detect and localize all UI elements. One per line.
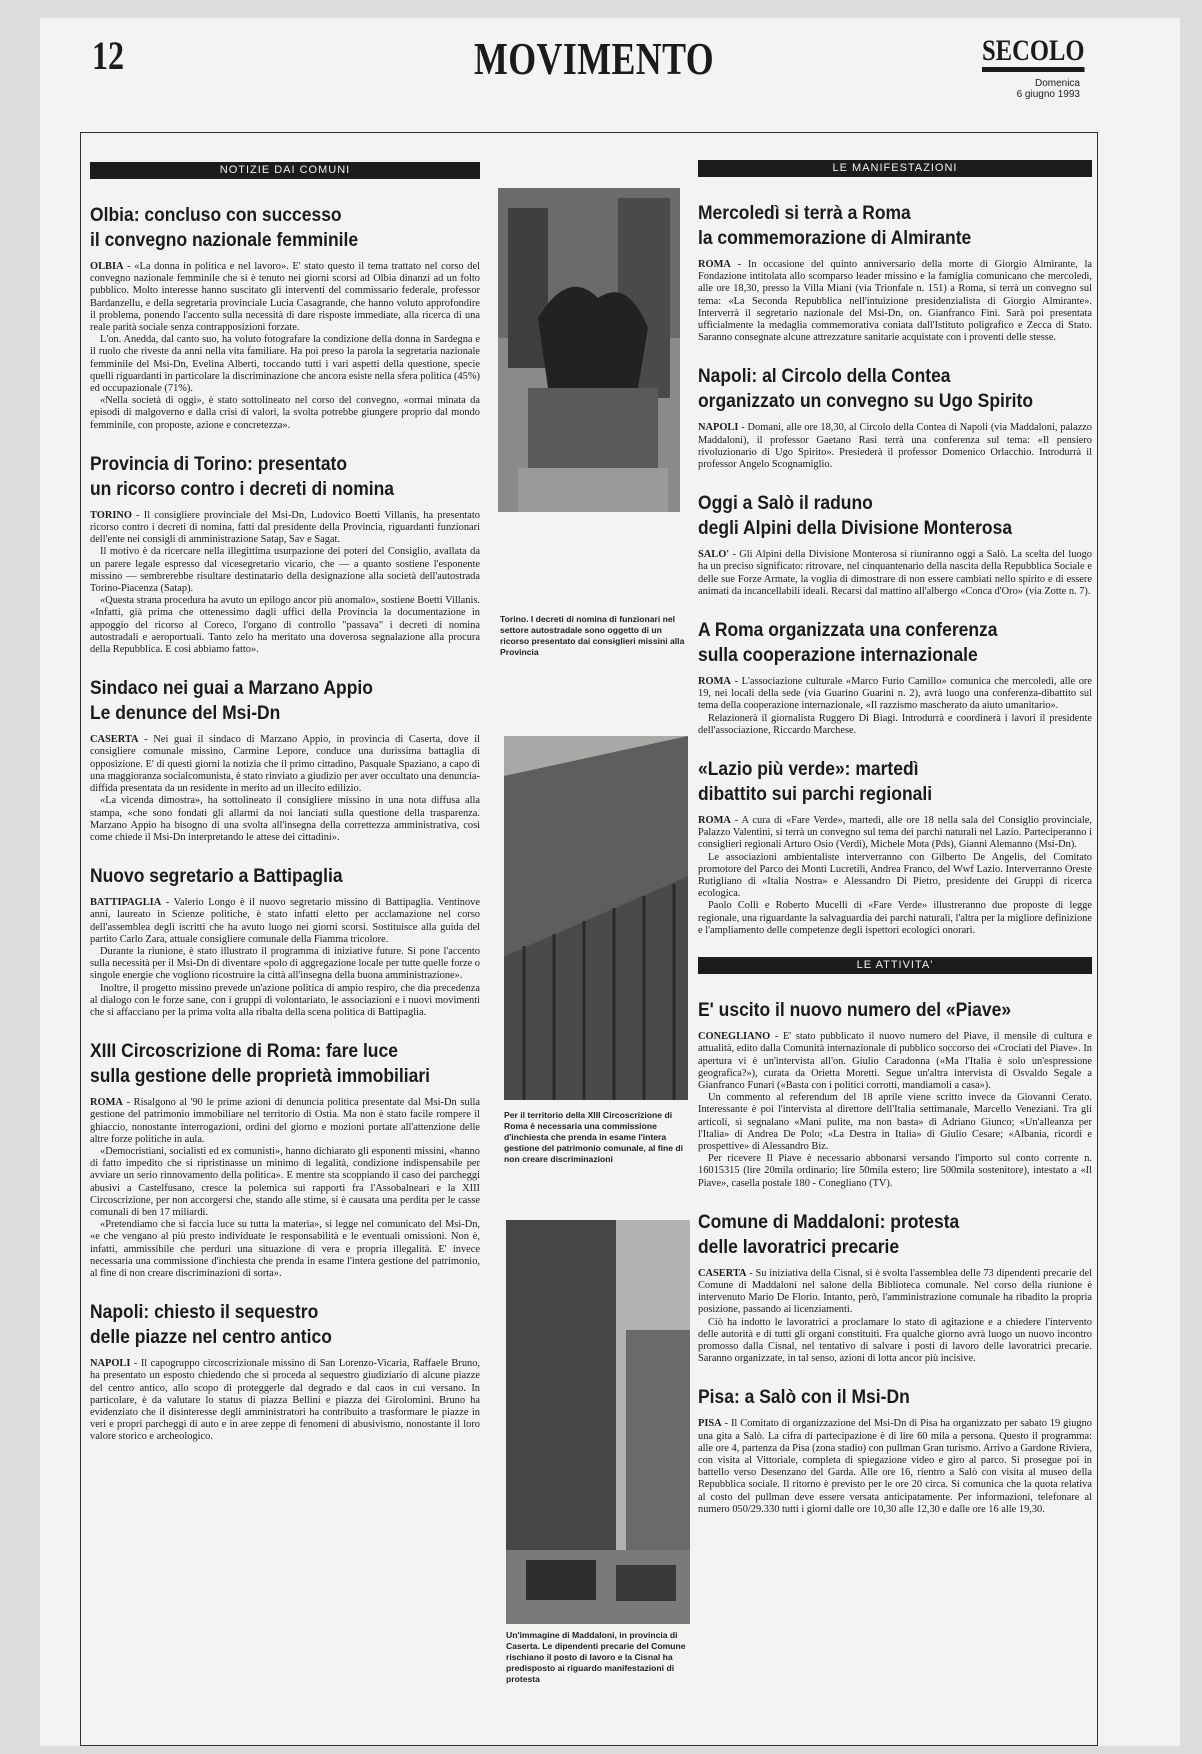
paragraph-text: - «La donna in politica e nel lavoro». E' stato questo il tema trattato nel corso del convegno nazionale femminile che si è tenuto nei giorni scorsi ad Olbia dinanzi ad un folto pubblico. Molto interesse hanno suscitato gli interventi del commissario federale, professor Bardanzellu, e della segretaria provinciale Lucia Casagrande, che hanno voluto approfondire il problema, ponendo l'accento sulla necessità di dare risposte immediate, alla ricerca di una reale parità sociale senza contrapposizioni forzate. — [90, 261, 480, 334]
headline-line: «Lazio più verde»: martedì — [698, 759, 919, 781]
left-article-list — [90, 203, 480, 1444]
article-paragraph — [90, 897, 480, 946]
article-headline — [90, 1039, 477, 1089]
paragraph-text: - Su iniziativa della Cisnal, si è svolta l'assemblea delle 73 dipendenti precarie del Comune di Maddaloni nel salone della Biblioteca comunale. Nel corso della riunione è intervenuto Mario De Florio. Intanto, però, l'amministrazione comunale ha ribadito la propria posizione, passando ai licenziamenti. — [698, 1267, 1092, 1316]
headline-line: Sindaco nei guai a Marzano Appio — [90, 678, 373, 700]
article-paragraph: Un commento al referendum del 18 aprile viene scritto invece da Giovanni Cerato. Interessante è poi l'intervista al direttore dell'Italia settimanale, Marcello Veneziani. Tra gli articoli, si segnalano «Mani pulite, ma non basta» di Adriano Giunco; «Un'alleanza per l'Italia» di Andrea De Polo; «La Destra in Italia» di Giulio Cesare; «Albania, ricordi e prospettive» di Alessandro Biz. — [698, 1092, 1092, 1152]
article-paragraph — [698, 1418, 1092, 1516]
photo-roma-image — [504, 736, 688, 1100]
article-paragraph — [90, 1097, 480, 1146]
article-headline — [698, 1385, 1089, 1410]
dateline: NAPOLI — [698, 422, 739, 434]
article-headline — [90, 676, 477, 726]
headline-line: XIII Circoscrizione di Roma: fare luce — [90, 1041, 398, 1063]
article-headline — [90, 203, 477, 253]
article-paragraph — [90, 261, 480, 334]
article-headline — [698, 491, 1089, 541]
article — [90, 864, 480, 1019]
article-headline — [698, 364, 1089, 414]
dateline: CONEGLIANO — [698, 1031, 771, 1043]
paragraph-text: - Valerio Longo è il nuovo segretario missino di Battipaglia. Ventinove anni, laureato in Scienze politiche, è stato infatti eletto per acclamazione nel corso dell'assemblea degli iscritti che ha avuto luogo nei giorni scorsi. Sostituisce alla guida del partito Carlo Zara, attuale consigliere comunale della Fiamma tricolore. — [90, 897, 480, 945]
article-paragraph — [698, 815, 1092, 852]
article — [90, 1039, 480, 1280]
article-headline — [698, 998, 1089, 1023]
right-article-list-1 — [698, 201, 1092, 937]
article — [90, 452, 480, 656]
article-paragraph — [698, 549, 1092, 598]
article — [698, 491, 1092, 598]
article-headline — [698, 1210, 1089, 1260]
section-bar-attivita: LE ATTIVITA' — [698, 957, 1092, 974]
article — [698, 618, 1092, 737]
article — [90, 203, 480, 432]
issue-date-text: 6 giugno 1993 — [1016, 89, 1080, 100]
article-paragraph — [90, 734, 480, 795]
article-paragraph: «La vicenda dimostra», ha sottolineato il consigliere missino in una nota diffusa alla stampa, «che sono fondati gli allarmi da noi lanciati sulla questione della trasparenza. Marzano Appio ha bisogno di una svolta all'insegna della correttezza amministrativa, così come chiede il Msi-Dn interpretando le attese dei cittadini». — [90, 795, 480, 843]
paragraph-text: - A cura di «Fare Verde», martedì, alle ore 18 nella sala del Consiglio provinciale, Palazzo Valentini, si terrà un convegno sul tema dei parchi naturali nel Lazio. Parteciperanno i consiglieri regionali Arturo Osio (Verdi), Michele Mota (Pds), Gianni Alemanno (Msi-Dn). — [698, 815, 1092, 851]
article-paragraph: Relazionerà il giornalista Ruggero Di Biagi. Introdurrà e coordinerà i lavori il presidente dell'associazione, Riccardo Marchese. — [698, 712, 1092, 736]
dateline: CASERTA — [90, 734, 139, 746]
article-paragraph: Paolo Colli e Roberto Mucelli di «Fare Verde» illustreranno due proposte di legge regionale, una riguardante la salvaguardia dei parchi naturali, l'altra per la migliore definizione e l'ampliamento delle competenze degli ispettori ecologici onorari. — [698, 900, 1092, 936]
dateline: PISA — [698, 1418, 722, 1430]
headline-line: Mercoledì si terrà a Roma — [698, 203, 911, 224]
paragraph-text: - In occasione del quinto anniversario della morte di Giorgio Almirante, la Fondazione intitolata allo scomparso leader missino e la famiglia comunicano che mercoledì, alle ore 18,30, presso la Villa Miani (via Trionfale n. 151) a Roma, si terrà un convegno sul tema: «La Seconda Repubblica nell'intuizione presidenzialista di Giorgio Almirante». Interverrà il segretario nazionale del Msi-Dn, on. Gianfranco Fini. Sarà poi presentata ufficialmente la medaglia commemorativa coniata dall'Istituto poligrafico e Zecca di Stato. Saranno consegnate alcune attrezzature sanitarie acquistate con i proventi delle stesse. — [698, 259, 1092, 344]
article-headline — [90, 864, 477, 889]
photo-torino-image — [498, 188, 680, 512]
masthead-logo: SECOLO — [982, 36, 1085, 72]
column-notizie — [90, 162, 480, 1464]
article-paragraph: L'on. Anedda, dal canto suo, ha voluto fotografare la condizione della donna in Sardegna e il ruolo che riveste da anni nella vita familiare. Ha poi preso la parola la segretaria nazionale femminile del Msi-Dn, Evelina Alberti, toccando tutti i vari aspetti della questione, specie quelli riguardanti in particolare la discriminazione che ancora esiste nella sfera politica (45%) ed occupazionale (71%). — [90, 334, 480, 395]
paragraph-text: - Il capogruppo circoscrizionale missino di San Lorenzo-Vicaria, Raffaele Bruno, ha presentato un esposto chiedendo che si proceda al sequestro giudiziario di alcune piazze del centro antico, allo scopo di proteggerle dal degrado e dal caos in cui versano. In particolare, è da valutare lo status di piazza Bellini e piazza dei Girolomini. Bruno ha evidenziato che il disinteresse degli amministratori ha contribuito a trasformare le piazze in veri e propri parcheggi di auto e in aree zeppe di fenomeni di abusivismo, nonostante il loro valore storico e archeologico. — [90, 1358, 480, 1443]
photo-maddaloni-image — [506, 1220, 690, 1624]
article — [90, 1300, 480, 1443]
headline-line: Napoli: chiesto il sequestro — [90, 1302, 319, 1324]
article-paragraph: Le associazioni ambientaliste interverranno con Gilberto De Angelis, del Comitato promotore del Parco dei Monti Lucretili, Andrea Franco, del Wwf Lazio. Interverranno Oreste Rutigliano di «Italia Nostra» e Alessandro Di Pietro, presidente dei Gruppi di ricerca ecologica. — [698, 851, 1092, 900]
paragraph-text: - Nei guai il sindaco di Marzano Appio, in provincia di Caserta, dove il consigliere comunale missino, Carmine Lepore, conduce una durissima battaglia di opposizione. E' di questi giorni la notizia che il primo cittadino, Pasquale Spaziano, a capo di una maggioranza socialcomunista, è stato rinviato a giudizio per aver occultato una denuncia-diffida presentata da un residente in merito ad un illecito edilizio. — [90, 734, 480, 795]
article-paragraph — [698, 1268, 1092, 1317]
article — [698, 364, 1092, 471]
dateline: TORINO — [90, 509, 132, 521]
paragraph-text: - E' stato pubblicato il nuovo numero del Piave, il mensile di cultura e attualità, edito dalla Comunità internazionale di pubblico soccorso dei «Crociati del Piave». In apertura vi è un'intervista all'on. Giulio Caradonna («Ma l'Italia è solo un'espressione geografica?»), curata da Orietta Moretti. Segue un'altra intervista di Osvaldo Segale a Gianfranco Funari («Basta con i politici corrotti, mandiamoli a casa»). — [698, 1031, 1092, 1091]
article-paragraph: «Democristiani, socialisti ed ex comunisti», hanno dichiarato gli esponenti missini, «hanno di fatto impedito che si ripristinasse un minimo di legalità, condizione indispensabile per avviare un serio rinnovamento della politica». E mentre sta scoppiando il caso dei parcheggi abusivi a Castelfusano, cresce la polemica sui rapporti fra l'Assobalneari e la XIII Circoscrizione, per non accorgersi che, stando alle stime, si è causata una perdita per le casse comunali di ben 17 miliardi. — [90, 1145, 480, 1218]
article-paragraph: Durante la riunione, è stato illustrato il programma di iniziative future. Si pone l'accento sulla necessità per il Msi-Dn di diventare «polo di aggregazione locale per tutte quelle forze o singole energie che vogliono ricostruire la città all'insegna della buona amministrazione». — [90, 945, 480, 982]
article-paragraph: «Questa strana procedura ha avuto un epilogo ancor più anomalo», sostiene Boetti Villanis. «Infatti, già prima che ottenessimo dagli uffici della Provincia la documentazione in appoggio del ricorso al Coreco, l'organo di controllo "passava" i decreti di nomina autostradali e aeroportuali. Tanto zelo ha meritato una doverosa segnalazione alla procura della Repubblica. E così abbiamo fatto». — [90, 595, 480, 656]
paragraph-text: - Risalgono al '90 le prime azioni di denuncia politica presentate dal Msi-Dn sulla gestione del patrimonio immobiliare nel territorio di Ostia. Ma non è stato facile rompere il ghiaccio, nonostante interrogazioni, ordini del giorno e mozioni portate all'attenzione delle altre forze politiche in aula. — [90, 1097, 480, 1145]
article — [698, 998, 1092, 1190]
right-article-list-2 — [698, 998, 1092, 1516]
issue-day: Domenica — [1034, 78, 1080, 89]
headline-line: degli Alpini della Divisione Monterosa — [698, 518, 1013, 540]
article-paragraph: Ciò ha indotto le lavoratrici a proclamare lo stato di agitazione e a chiedere l'intervento delle autorità e di tutti gli organi constituiti. Fra qualche giorno avrà luogo un nuovo incontro promosso dalla Cisnal, nel tentativo di salvare i posti di lavoro delle lavoratrici precarie. Saranno organizzate, in tal senso, azioni di lotta ancor più incisive. — [698, 1316, 1092, 1365]
paragraph-text: - L'associazione culturale «Marco Furio Camillo» comunica che mercoledì, alle ore 19, nei locali della sede (via Guarino Guarini n. 2), avrà luogo una conferenza-dibattito sul tema della cooperazione internazionale, «Il razzismo mascherato da aiuto umanitario». — [698, 676, 1092, 712]
article-paragraph — [698, 676, 1092, 713]
headline-line: E' uscito il nuovo numero del «Piave» — [698, 1000, 1012, 1022]
article — [698, 201, 1092, 344]
article — [698, 757, 1092, 937]
photo-roma — [504, 736, 688, 1100]
headline-line: organizzato un convegno su Ugo Spirito — [698, 391, 1034, 413]
headline-line: Olbia: concluso con successo — [90, 205, 342, 226]
article — [698, 1385, 1092, 1516]
issue-date — [1000, 78, 1080, 100]
article-headline — [698, 757, 1089, 807]
article-paragraph: Il motivo è da ricercare nella illegittima usurpazione dei poteri del Consiglio, avallata da un parere legale espresso dal vicesegretario vicario, che — a quanto sostiene l'esponente missino — sembrerebbe risultare destinatario della designazione alla società dell'autostrada Torino-Piacenza (Satap). — [90, 546, 480, 595]
headline-line: Pisa: a Salò con il Msi-Dn — [698, 1387, 910, 1409]
headline-line: un ricorso contro i decreti di nomina — [90, 478, 395, 500]
photo-maddaloni — [506, 1220, 690, 1624]
article-headline — [698, 201, 1089, 251]
section-bar-manifestazioni: LE MANIFESTAZIONI — [698, 160, 1092, 177]
headline-line: Le denunce del Msi-Dn — [90, 703, 281, 725]
article-paragraph — [698, 259, 1092, 344]
headline-line: Napoli: al Circolo della Contea — [698, 366, 951, 388]
article-paragraph — [90, 510, 480, 547]
dateline: SALO' — [698, 549, 730, 561]
page-number: 12 — [92, 33, 124, 78]
article-paragraph: Per ricevere Il Piave è necessario abbonarsi versando l'importo sul conto corrente n. 16015315 (lire 20mila ordinario; lire 50mila estero; lire 500mila sostenitore), intestato a «Il Piave», casella postale 180 - Conegliano (TV). — [698, 1153, 1092, 1189]
headline-line: la commemorazione di Almirante — [698, 228, 972, 249]
section-bar-notizie: NOTIZIE DAI COMUNI — [90, 162, 480, 179]
dateline: ROMA — [698, 676, 731, 688]
headline-line: sulla gestione delle proprietà immobiliari — [90, 1066, 430, 1088]
dateline: OLBIA — [90, 261, 124, 272]
headline-line: delle piazze nel centro antico — [90, 1327, 332, 1349]
headline-line: Provincia di Torino: presentato — [90, 453, 348, 475]
article-paragraph: Inoltre, il progetto missino prevede un'azione politica di ampio respiro, che dia precedenza al dialogo con le forze sane, con i gruppi di volontariato, le associazioni e i nuovi movimenti che si affacciano per la prima volta alla ribalta della scena politica di Battipaglia. — [90, 982, 480, 1018]
caption-roma: Per il territorio della XIII Circoscrizione di Roma è necessaria una commissione d'inchiesta che prenda in esame l'intera gestione del patrimonio comunale, al fine di non creare discriminazioni — [504, 1110, 684, 1164]
headline-line: Oggi a Salò il raduno — [698, 493, 873, 515]
dateline: ROMA — [698, 815, 731, 827]
dateline: BATTIPAGLIA — [90, 897, 162, 909]
paragraph-text: - Il consigliere provinciale del Msi-Dn, Ludovico Boetti Villanis, ha presentato ricorso contro i decreti di nomina, fatti dal presidente della Provincia, riguardanti funzionari dell'ente nei consigli di amministrazione Satap, Sav e Sagat. — [90, 509, 480, 546]
article-headline — [90, 1300, 477, 1350]
dateline: ROMA — [90, 1097, 123, 1109]
caption-torino: Torino. I decreti di nomina di funzionari nel settore autostradale sono oggetto di un ricorso presentato dai consiglieri missini alla Provincia — [500, 614, 685, 657]
dateline: CASERTA — [698, 1267, 747, 1279]
article-headline — [698, 618, 1089, 668]
dateline: ROMA — [698, 259, 731, 270]
headline-line: A Roma organizzata una conferenza — [698, 620, 998, 642]
headline-line: dibattito sui parchi regionali — [698, 784, 933, 806]
paragraph-text: - Il Comitato di organizzazione del Msi-Dn di Pisa ha organizzato per sabato 19 giugno una gita a Salò. La cifra di partecipazione è di lire 60 mila a persona. Questo il programma: alle ore 4, partenza da Pisa (zona stadio) con pullman Gran turismo. Arrivo a Gardone Riviera, con visita al Vittoriale, completa di spiegazione video e giro al parco. Si prosegue poi in battello verso Desenzano del Garda. Alle ore 16, rientro a Salò con visita al museo della Repubblica sociale. Il ritorno è previsto per le ore 20 circa. Si comunica che la quota relativa al costo del pullman deve essere versata anticipatamente. Per informazioni, telefonare al numero 050/29.330 tutti i giorni dalle ore 10,30 alle 12,30 e dalle ore 16 alle 19,30. — [698, 1418, 1092, 1515]
column-manifestazioni — [698, 160, 1092, 1536]
headline-line: sulla cooperazione internazionale — [698, 645, 978, 667]
dateline: NAPOLI — [90, 1358, 131, 1370]
paragraph-text: - Gli Alpini della Divisione Monterosa si riuniranno oggi a Salò. La scelta del luogo ha un preciso significato: ritrovare, nel cinquantenario della nascita della Repubblica Sociale e delle sue Forze Armate, la voglia di dimostrare di non essere cambiati nello spirito e di essere animati da incancellabili ideali. Recarsi dal mattino all'albergo «Conca d'Oro» (via Zotte n. 7). — [698, 549, 1093, 597]
article-paragraph — [698, 1031, 1092, 1092]
section-title: MOVIMENTO — [474, 33, 715, 84]
headline-line: Nuovo segretario a Battipaglia — [90, 866, 343, 888]
headline-line: il convegno nazionale femminile — [90, 230, 359, 251]
headline-line: Comune di Maddaloni: protesta — [698, 1211, 960, 1233]
article-headline — [90, 452, 477, 502]
article-paragraph: «Pretendiamo che si faccia luce su tutta la materia», si legge nel comunicato del Msi-Dn, «e che vengano al più presto individuate le responsabilità e le eventuali omissioni. Non è, infatti, ammissibile che perduri una situazione di vera e propria illegalità. E' invece necessaria una commissione d'inchiesta che prenda in esame l'intera gestione del patrimonio, al fine di non creare discriminazioni di sorta». — [90, 1219, 480, 1279]
article — [698, 1210, 1092, 1366]
paragraph-text: - Domani, alle ore 18,30, al Circolo della Contea di Napoli (via Maddaloni, palazzo Maddaloni), il professor Gaetano Rasi terrà una conferenza sul tema: «Il pensiero rivoluzionario di Ugo Spirito». Presiederà il professor Domenico Orlacchio. Introdurrà il professor Angelo Scognamiglio. — [698, 422, 1092, 471]
article-paragraph: «Nella società di oggi», è stato sottolineato nel corso del convegno, «ormai minata da episodi di malgoverno e dalla crisi di valori, la svolta potrebbe giungere proprio dal mondo femminile, con proposte, azione e concretezza». — [90, 395, 480, 431]
article-paragraph — [698, 422, 1092, 471]
article-paragraph — [90, 1358, 480, 1443]
article — [90, 676, 480, 844]
caption-maddaloni: Un'immagine di Maddaloni, in provincia di Caserta. Le dipendenti precarie del Comune rischiano il posto di lavoro e la Cisnal ha predisposto ai riguardo manifestazioni di protesta — [506, 1630, 686, 1684]
headline-line: delle lavoratrici precarie — [698, 1236, 900, 1258]
photo-torino — [498, 188, 680, 512]
